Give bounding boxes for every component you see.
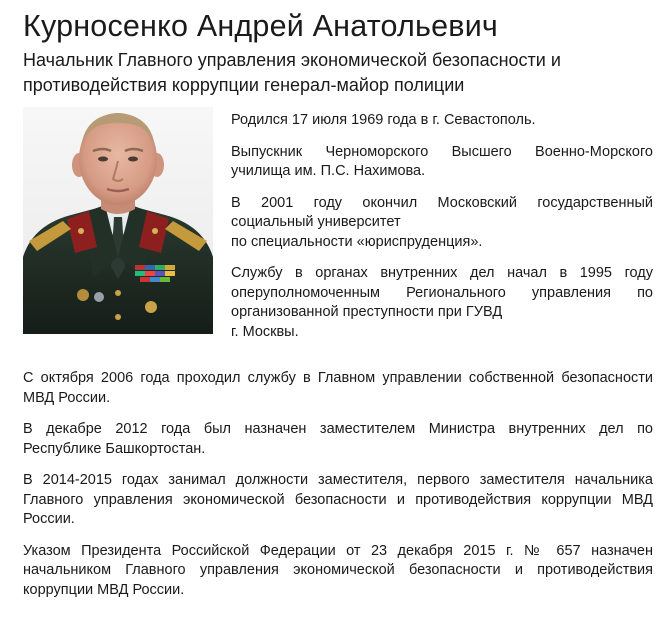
university-paragraph xyxy=(231,194,653,253)
bio-side-text xyxy=(231,111,653,354)
career-2012-line-2: Республике Башкортостан. xyxy=(23,440,206,457)
career-2006-line-2: МВД России. xyxy=(23,389,111,406)
service-start-paragraph xyxy=(231,264,653,342)
appointment-line-1: Указом Президента Российской Федерации от 23 декабря 2015 г. № 657 назначен xyxy=(23,542,653,559)
appointment-line-2: начальником Главного управления экономической безопасности и противодействия xyxy=(23,562,653,578)
birth-line: Родился 17 июля 1969 года в г. Севастополь. xyxy=(231,112,536,128)
career-2014-line-2: Главного управления экономической безопасности и противодействия коррупции МВД xyxy=(23,491,653,508)
career-2006-paragraph xyxy=(23,369,653,408)
career-2006-line-1: С октября 2006 года проходил службу в Главном управлении собственной безопасности xyxy=(23,370,653,386)
university-line-1: В 2001 году окончил Московский государственный xyxy=(231,194,653,211)
career-2014-paragraph xyxy=(23,471,653,530)
appointment-line-3: коррупции МВД России. xyxy=(23,581,185,598)
profile-page xyxy=(23,0,653,612)
education-line-2: училища им. П.С. Нахимова. xyxy=(231,163,426,179)
university-line-3: по специальности «юриспруденция». xyxy=(231,233,483,250)
career-2014-line-1: В 2014-2015 годах занимал должности заместителя, первого заместителя начальника xyxy=(23,472,653,488)
portrait-photo xyxy=(23,107,213,334)
page-title: Курносенко Андрей Анатольевич xyxy=(23,9,499,43)
service-line-3: организованной преступности при ГУВД xyxy=(231,304,503,320)
career-2012-line-1: В декабре 2012 года был назначен заместителем Министра внутренних дел по xyxy=(23,421,653,437)
position-subtitle: Начальник Главного управления экономической безопасности и противодействия коррупции генерал-майор полиции xyxy=(23,50,561,95)
service-line-1: Службу в органах внутренних дел начал в 1995 году xyxy=(231,265,653,281)
career-2014-line-3: России. xyxy=(23,511,75,527)
career-2012-paragraph xyxy=(23,420,653,459)
university-line-2: социальный университет xyxy=(231,214,401,230)
education-paragraph xyxy=(231,143,653,182)
service-line-2: оперуполномоченным Регионального управления по xyxy=(231,284,653,301)
appointment-paragraph xyxy=(23,542,653,601)
bio-top-section xyxy=(23,105,653,369)
service-line-4: г. Москвы. xyxy=(231,323,299,340)
education-line-1: Выпускник Черноморского Высшего Военно-Морского xyxy=(231,143,653,160)
bio-full-text xyxy=(23,369,653,600)
birth-paragraph xyxy=(231,111,653,131)
